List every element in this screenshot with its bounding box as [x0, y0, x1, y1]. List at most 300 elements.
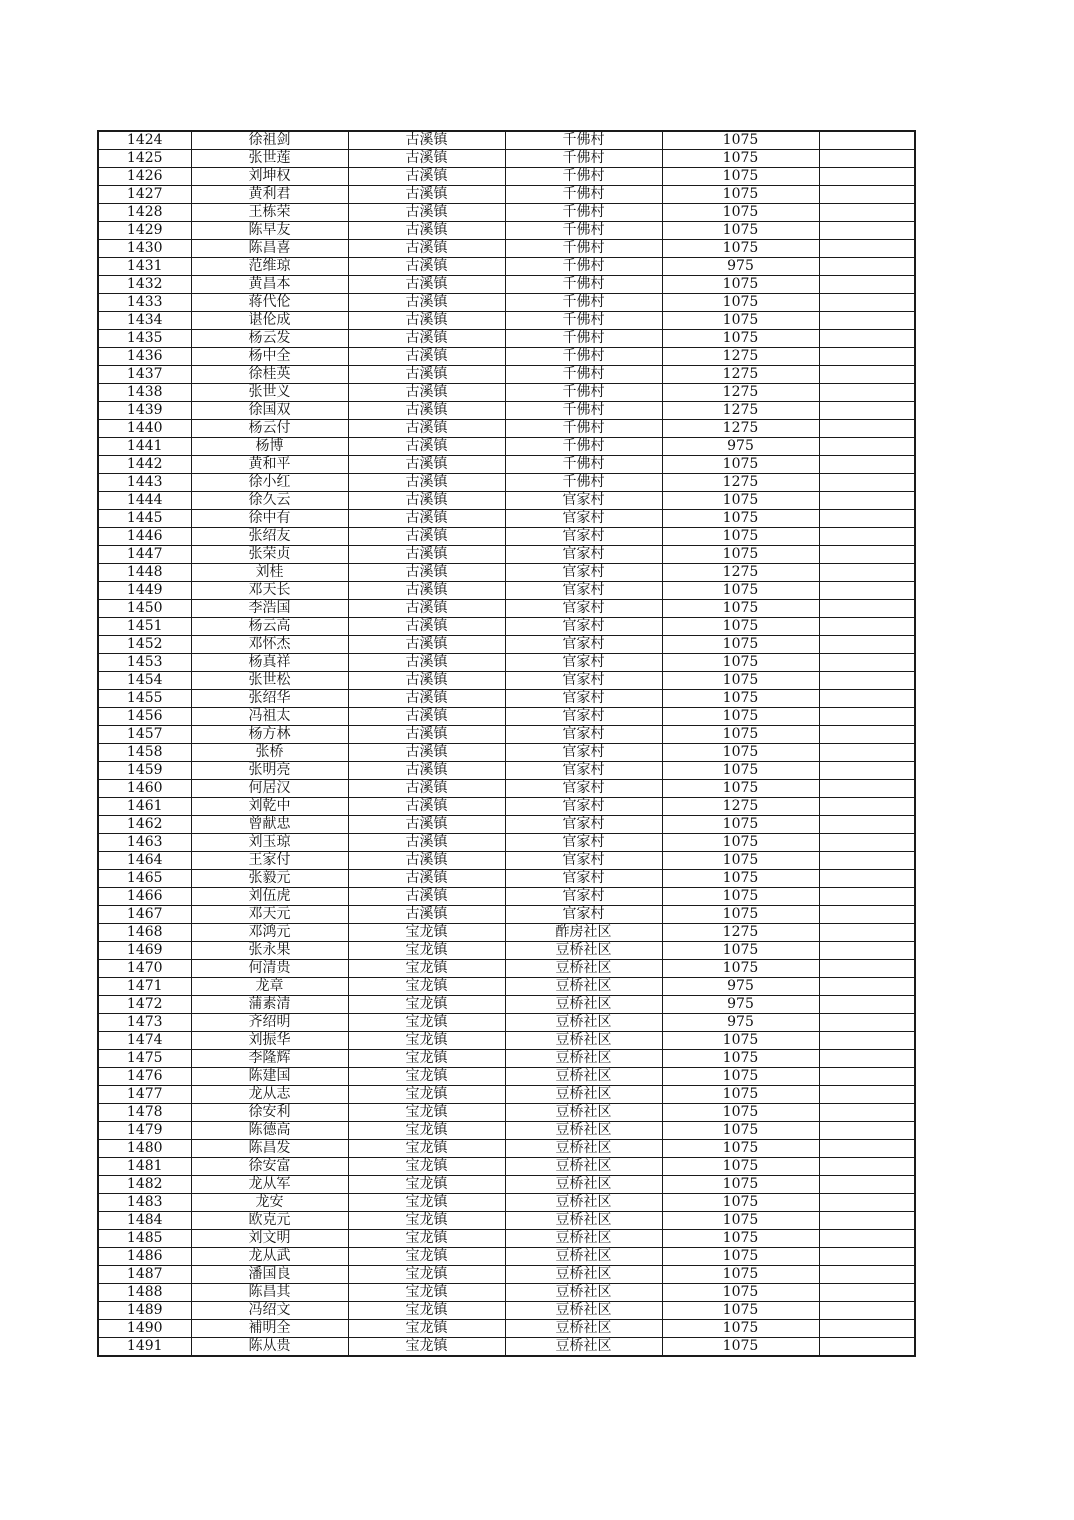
- remark-cell: [819, 1230, 915, 1248]
- town-cell: 古溪镇: [348, 222, 505, 240]
- village-cell: 豆桥社区: [505, 996, 662, 1014]
- village-cell: 官家村: [505, 708, 662, 726]
- row-number-cell: 1431: [98, 258, 191, 276]
- name-cell: 邓天长: [191, 582, 348, 600]
- amount-cell: 1075: [662, 582, 819, 600]
- town-cell: 古溪镇: [348, 780, 505, 798]
- amount-cell: 1075: [662, 150, 819, 168]
- town-cell: 宝龙镇: [348, 1050, 505, 1068]
- row-number-cell: 1444: [98, 492, 191, 510]
- remark-cell: [819, 564, 915, 582]
- row-number-cell: 1473: [98, 1014, 191, 1032]
- row-number-cell: 1455: [98, 690, 191, 708]
- row-number-cell: 1478: [98, 1104, 191, 1122]
- amount-cell: 1075: [662, 816, 819, 834]
- name-cell: 张绍友: [191, 528, 348, 546]
- remark-cell: [819, 582, 915, 600]
- village-cell: 官家村: [505, 816, 662, 834]
- table-row: [98, 492, 915, 510]
- table-row: [98, 1212, 915, 1230]
- village-cell: 豆桥社区: [505, 1086, 662, 1104]
- subsidy-list-table: [97, 130, 916, 1357]
- town-cell: 宝龙镇: [348, 1158, 505, 1176]
- table-row: [98, 816, 915, 834]
- village-cell: 豆桥社区: [505, 1230, 662, 1248]
- village-cell: 千佛村: [505, 420, 662, 438]
- village-cell: 豆桥社区: [505, 1284, 662, 1302]
- remark-cell: [819, 654, 915, 672]
- town-cell: 古溪镇: [348, 510, 505, 528]
- remark-cell: [819, 1176, 915, 1194]
- name-cell: 刘振华: [191, 1032, 348, 1050]
- amount-cell: 1075: [662, 528, 819, 546]
- village-cell: 豆桥社区: [505, 1032, 662, 1050]
- name-cell: 齐绍明: [191, 1014, 348, 1032]
- amount-cell: 1075: [662, 780, 819, 798]
- town-cell: 宝龙镇: [348, 1104, 505, 1122]
- amount-cell: 975: [662, 1014, 819, 1032]
- table-row: [98, 1338, 915, 1357]
- name-cell: 欧克元: [191, 1212, 348, 1230]
- row-number-cell: 1430: [98, 240, 191, 258]
- name-cell: 陈从贵: [191, 1338, 348, 1357]
- table-row: [98, 852, 915, 870]
- amount-cell: 1075: [662, 492, 819, 510]
- village-cell: 千佛村: [505, 222, 662, 240]
- name-cell: 蒋代伦: [191, 294, 348, 312]
- table-row: [98, 960, 915, 978]
- town-cell: 宝龙镇: [348, 942, 505, 960]
- village-cell: 千佛村: [505, 131, 662, 150]
- row-number-cell: 1470: [98, 960, 191, 978]
- remark-cell: [819, 438, 915, 456]
- town-cell: 宝龙镇: [348, 1176, 505, 1194]
- town-cell: 古溪镇: [348, 654, 505, 672]
- row-number-cell: 1482: [98, 1176, 191, 1194]
- town-cell: 古溪镇: [348, 384, 505, 402]
- town-cell: 古溪镇: [348, 906, 505, 924]
- row-number-cell: 1443: [98, 474, 191, 492]
- name-cell: 龙从军: [191, 1176, 348, 1194]
- village-cell: 千佛村: [505, 456, 662, 474]
- amount-cell: 1075: [662, 762, 819, 780]
- town-cell: 宝龙镇: [348, 1014, 505, 1032]
- village-cell: 官家村: [505, 798, 662, 816]
- amount-cell: 1075: [662, 1230, 819, 1248]
- village-cell: 千佛村: [505, 276, 662, 294]
- amount-cell: 1075: [662, 708, 819, 726]
- amount-cell: 1075: [662, 1122, 819, 1140]
- town-cell: 古溪镇: [348, 150, 505, 168]
- town-cell: 宝龙镇: [348, 924, 505, 942]
- amount-cell: 1075: [662, 1212, 819, 1230]
- town-cell: 古溪镇: [348, 636, 505, 654]
- table-row: [98, 924, 915, 942]
- town-cell: 古溪镇: [348, 330, 505, 348]
- remark-cell: [819, 996, 915, 1014]
- remark-cell: [819, 960, 915, 978]
- remark-cell: [819, 906, 915, 924]
- table-row: [98, 1248, 915, 1266]
- amount-cell: 1275: [662, 420, 819, 438]
- amount-cell: 1075: [662, 672, 819, 690]
- remark-cell: [819, 348, 915, 366]
- village-cell: 官家村: [505, 492, 662, 510]
- town-cell: 宝龙镇: [348, 1212, 505, 1230]
- table-row: [98, 1230, 915, 1248]
- town-cell: 宝龙镇: [348, 1068, 505, 1086]
- remark-cell: [819, 1248, 915, 1266]
- town-cell: 古溪镇: [348, 600, 505, 618]
- row-number-cell: 1459: [98, 762, 191, 780]
- village-cell: 官家村: [505, 528, 662, 546]
- village-cell: 千佛村: [505, 312, 662, 330]
- row-number-cell: 1476: [98, 1068, 191, 1086]
- village-cell: 千佛村: [505, 258, 662, 276]
- name-cell: 陈早友: [191, 222, 348, 240]
- village-cell: 官家村: [505, 744, 662, 762]
- name-cell: 杨云高: [191, 618, 348, 636]
- table-row: [98, 186, 915, 204]
- amount-cell: 1075: [662, 330, 819, 348]
- row-number-cell: 1468: [98, 924, 191, 942]
- name-cell: 曾献忠: [191, 816, 348, 834]
- table-row: [98, 744, 915, 762]
- remark-cell: [819, 474, 915, 492]
- amount-cell: 1075: [662, 204, 819, 222]
- remark-cell: [819, 1302, 915, 1320]
- village-cell: 千佛村: [505, 384, 662, 402]
- town-cell: 古溪镇: [348, 131, 505, 150]
- remark-cell: [819, 924, 915, 942]
- row-number-cell: 1438: [98, 384, 191, 402]
- amount-cell: 1075: [662, 744, 819, 762]
- table-row: [98, 1068, 915, 1086]
- name-cell: 徐小红: [191, 474, 348, 492]
- amount-cell: 1075: [662, 906, 819, 924]
- remark-cell: [819, 240, 915, 258]
- amount-cell: 1075: [662, 654, 819, 672]
- town-cell: 古溪镇: [348, 726, 505, 744]
- table-row: [98, 420, 915, 438]
- name-cell: 刘乾中: [191, 798, 348, 816]
- village-cell: 千佛村: [505, 438, 662, 456]
- table-row: [98, 348, 915, 366]
- table-row: [98, 618, 915, 636]
- name-cell: 刘桂: [191, 564, 348, 582]
- village-cell: 千佛村: [505, 474, 662, 492]
- table-row: [98, 600, 915, 618]
- name-cell: 何清贵: [191, 960, 348, 978]
- amount-cell: 1075: [662, 1284, 819, 1302]
- name-cell: 王家付: [191, 852, 348, 870]
- name-cell: 陈建国: [191, 1068, 348, 1086]
- village-cell: 官家村: [505, 546, 662, 564]
- village-cell: 千佛村: [505, 186, 662, 204]
- row-number-cell: 1481: [98, 1158, 191, 1176]
- table-row: [98, 636, 915, 654]
- row-number-cell: 1441: [98, 438, 191, 456]
- table-row: [98, 168, 915, 186]
- name-cell: 张毅元: [191, 870, 348, 888]
- town-cell: 古溪镇: [348, 456, 505, 474]
- row-number-cell: 1479: [98, 1122, 191, 1140]
- remark-cell: [819, 420, 915, 438]
- village-cell: 官家村: [505, 582, 662, 600]
- village-cell: 官家村: [505, 618, 662, 636]
- remark-cell: [819, 780, 915, 798]
- remark-cell: [819, 1212, 915, 1230]
- row-number-cell: 1445: [98, 510, 191, 528]
- amount-cell: 1075: [662, 186, 819, 204]
- name-cell: 何居汉: [191, 780, 348, 798]
- table-row: [98, 1266, 915, 1284]
- amount-cell: 1275: [662, 366, 819, 384]
- remark-cell: [819, 978, 915, 996]
- table-row: [98, 1284, 915, 1302]
- row-number-cell: 1442: [98, 456, 191, 474]
- town-cell: 古溪镇: [348, 258, 505, 276]
- amount-cell: 1275: [662, 798, 819, 816]
- remark-cell: [819, 1122, 915, 1140]
- amount-cell: 1275: [662, 384, 819, 402]
- name-cell: 徐祖剑: [191, 131, 348, 150]
- remark-cell: [819, 1014, 915, 1032]
- amount-cell: 1275: [662, 402, 819, 420]
- name-cell: 刘坤权: [191, 168, 348, 186]
- row-number-cell: 1433: [98, 294, 191, 312]
- amount-cell: 1075: [662, 294, 819, 312]
- row-number-cell: 1463: [98, 834, 191, 852]
- row-number-cell: 1450: [98, 600, 191, 618]
- name-cell: 邓鸿元: [191, 924, 348, 942]
- remark-cell: [819, 1158, 915, 1176]
- table-row: [98, 456, 915, 474]
- table-row: [98, 474, 915, 492]
- amount-cell: 1075: [662, 600, 819, 618]
- amount-cell: 975: [662, 978, 819, 996]
- remark-cell: [819, 294, 915, 312]
- name-cell: 蒲素清: [191, 996, 348, 1014]
- name-cell: 黄利君: [191, 186, 348, 204]
- name-cell: 龙从志: [191, 1086, 348, 1104]
- row-number-cell: 1475: [98, 1050, 191, 1068]
- village-cell: 官家村: [505, 690, 662, 708]
- amount-cell: 1075: [662, 1176, 819, 1194]
- row-number-cell: 1426: [98, 168, 191, 186]
- row-number-cell: 1432: [98, 276, 191, 294]
- table-row: [98, 1032, 915, 1050]
- table-row: [98, 780, 915, 798]
- row-number-cell: 1477: [98, 1086, 191, 1104]
- amount-cell: 1075: [662, 690, 819, 708]
- name-cell: 杨云发: [191, 330, 348, 348]
- row-number-cell: 1469: [98, 942, 191, 960]
- town-cell: 古溪镇: [348, 582, 505, 600]
- town-cell: 古溪镇: [348, 708, 505, 726]
- village-cell: 豆桥社区: [505, 960, 662, 978]
- table-row: [98, 762, 915, 780]
- row-number-cell: 1456: [98, 708, 191, 726]
- village-cell: 官家村: [505, 654, 662, 672]
- town-cell: 宝龙镇: [348, 960, 505, 978]
- village-cell: 豆桥社区: [505, 1320, 662, 1338]
- remark-cell: [819, 528, 915, 546]
- amount-cell: 975: [662, 258, 819, 276]
- row-number-cell: 1483: [98, 1194, 191, 1212]
- amount-cell: 1075: [662, 1248, 819, 1266]
- town-cell: 古溪镇: [348, 204, 505, 222]
- amount-cell: 1075: [662, 240, 819, 258]
- row-number-cell: 1451: [98, 618, 191, 636]
- village-cell: 豆桥社区: [505, 1158, 662, 1176]
- village-cell: 官家村: [505, 852, 662, 870]
- village-cell: 官家村: [505, 636, 662, 654]
- row-number-cell: 1489: [98, 1302, 191, 1320]
- name-cell: 刘玉琼: [191, 834, 348, 852]
- amount-cell: 1275: [662, 564, 819, 582]
- row-number-cell: 1484: [98, 1212, 191, 1230]
- name-cell: 杨真祥: [191, 654, 348, 672]
- town-cell: 宝龙镇: [348, 1338, 505, 1357]
- table-row: [98, 834, 915, 852]
- village-cell: 千佛村: [505, 240, 662, 258]
- village-cell: 官家村: [505, 726, 662, 744]
- village-cell: 官家村: [505, 834, 662, 852]
- town-cell: 古溪镇: [348, 240, 505, 258]
- row-number-cell: 1460: [98, 780, 191, 798]
- amount-cell: 1075: [662, 276, 819, 294]
- village-cell: 豆桥社区: [505, 1068, 662, 1086]
- table-row: [98, 384, 915, 402]
- name-cell: 张桥: [191, 744, 348, 762]
- town-cell: 古溪镇: [348, 888, 505, 906]
- row-number-cell: 1448: [98, 564, 191, 582]
- town-cell: 古溪镇: [348, 870, 505, 888]
- town-cell: 宝龙镇: [348, 1284, 505, 1302]
- row-number-cell: 1436: [98, 348, 191, 366]
- row-number-cell: 1461: [98, 798, 191, 816]
- town-cell: 古溪镇: [348, 420, 505, 438]
- remark-cell: [819, 168, 915, 186]
- table-body: [98, 131, 915, 1356]
- town-cell: 宝龙镇: [348, 996, 505, 1014]
- remark-cell: [819, 330, 915, 348]
- amount-cell: 1075: [662, 222, 819, 240]
- remark-cell: [819, 150, 915, 168]
- name-cell: 李浩国: [191, 600, 348, 618]
- table-row: [98, 150, 915, 168]
- village-cell: 官家村: [505, 564, 662, 582]
- table-row: [98, 366, 915, 384]
- remark-cell: [819, 942, 915, 960]
- amount-cell: 1075: [662, 1302, 819, 1320]
- amount-cell: 1075: [662, 870, 819, 888]
- table-row: [98, 204, 915, 222]
- remark-cell: [819, 816, 915, 834]
- remark-cell: [819, 186, 915, 204]
- name-cell: 杨方林: [191, 726, 348, 744]
- remark-cell: [819, 870, 915, 888]
- row-number-cell: 1453: [98, 654, 191, 672]
- village-cell: 豆桥社区: [505, 1194, 662, 1212]
- town-cell: 古溪镇: [348, 438, 505, 456]
- table-row: [98, 510, 915, 528]
- amount-cell: 1075: [662, 131, 819, 150]
- town-cell: 古溪镇: [348, 564, 505, 582]
- row-number-cell: 1428: [98, 204, 191, 222]
- row-number-cell: 1465: [98, 870, 191, 888]
- name-cell: 张荣贞: [191, 546, 348, 564]
- village-cell: 豆桥社区: [505, 1212, 662, 1230]
- name-cell: 陈昌发: [191, 1140, 348, 1158]
- amount-cell: 1275: [662, 348, 819, 366]
- name-cell: 潘国良: [191, 1266, 348, 1284]
- amount-cell: 1075: [662, 726, 819, 744]
- name-cell: 徐国双: [191, 402, 348, 420]
- name-cell: 李隆辉: [191, 1050, 348, 1068]
- amount-cell: 1275: [662, 924, 819, 942]
- row-number-cell: 1491: [98, 1338, 191, 1357]
- town-cell: 古溪镇: [348, 762, 505, 780]
- table-row: [98, 888, 915, 906]
- amount-cell: 1075: [662, 888, 819, 906]
- amount-cell: 1075: [662, 618, 819, 636]
- amount-cell: 1075: [662, 960, 819, 978]
- remark-cell: [819, 852, 915, 870]
- name-cell: 杨中全: [191, 348, 348, 366]
- name-cell: 王栋荣: [191, 204, 348, 222]
- name-cell: 徐安富: [191, 1158, 348, 1176]
- table-row: [98, 564, 915, 582]
- remark-cell: [819, 708, 915, 726]
- table-row: [98, 438, 915, 456]
- amount-cell: 1075: [662, 1266, 819, 1284]
- row-number-cell: 1425: [98, 150, 191, 168]
- amount-cell: 1075: [662, 1140, 819, 1158]
- village-cell: 千佛村: [505, 348, 662, 366]
- row-number-cell: 1449: [98, 582, 191, 600]
- town-cell: 古溪镇: [348, 402, 505, 420]
- row-number-cell: 1434: [98, 312, 191, 330]
- town-cell: 古溪镇: [348, 186, 505, 204]
- name-cell: 龙从武: [191, 1248, 348, 1266]
- town-cell: 古溪镇: [348, 366, 505, 384]
- row-number-cell: 1427: [98, 186, 191, 204]
- village-cell: 豆桥社区: [505, 1266, 662, 1284]
- remark-cell: [819, 726, 915, 744]
- village-cell: 豆桥社区: [505, 1122, 662, 1140]
- remark-cell: [819, 1050, 915, 1068]
- amount-cell: 1075: [662, 1320, 819, 1338]
- row-number-cell: 1462: [98, 816, 191, 834]
- row-number-cell: 1429: [98, 222, 191, 240]
- village-cell: 千佛村: [505, 168, 662, 186]
- village-cell: 千佛村: [505, 294, 662, 312]
- table-row: [98, 1158, 915, 1176]
- village-cell: 豆桥社区: [505, 1050, 662, 1068]
- table-row: [98, 330, 915, 348]
- amount-cell: 975: [662, 438, 819, 456]
- town-cell: 古溪镇: [348, 744, 505, 762]
- remark-cell: [819, 1194, 915, 1212]
- row-number-cell: 1490: [98, 1320, 191, 1338]
- name-cell: 张世义: [191, 384, 348, 402]
- table-row: [98, 402, 915, 420]
- town-cell: 宝龙镇: [348, 1248, 505, 1266]
- table-row: [98, 294, 915, 312]
- table-row: [98, 942, 915, 960]
